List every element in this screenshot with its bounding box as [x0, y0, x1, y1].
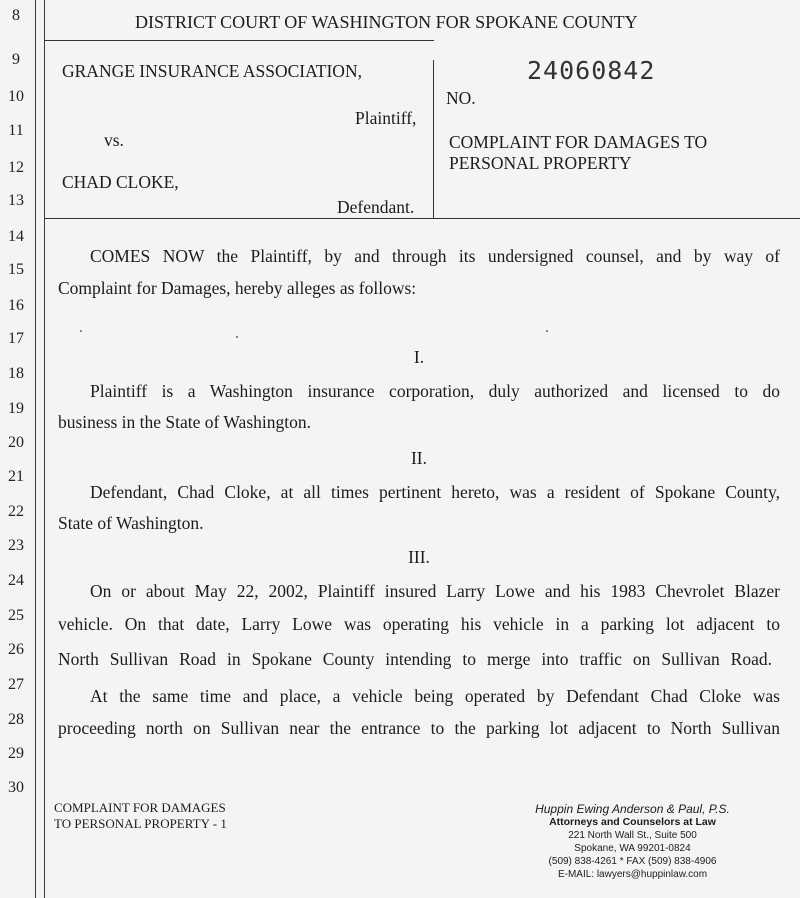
line-number: 30 — [8, 779, 24, 796]
line-number: 15 — [8, 261, 24, 278]
line-number: 20 — [8, 434, 24, 451]
intro-paragraph-line2: Complaint for Damages, hereby alleges as follows: — [58, 278, 417, 298]
line-number: 9 — [12, 51, 20, 68]
scan-speck — [546, 330, 548, 332]
line-number: 19 — [8, 400, 24, 417]
case-no-label: NO. — [446, 88, 476, 108]
defendant-name: CHAD CLOKE, — [62, 172, 179, 192]
footer-left-line1: COMPLAINT FOR DAMAGES — [54, 800, 226, 815]
line-number: 24 — [8, 572, 24, 589]
firm-phone: (509) 838-4261 * FAX (509) 838-4906 — [548, 856, 717, 867]
line-number: 11 — [8, 122, 24, 139]
section-heading-3: III. — [408, 547, 430, 567]
court-title: DISTRICT COURT OF WASHINGTON FOR SPOKANE COUNTY — [135, 12, 638, 32]
line-number: 12 — [8, 159, 24, 176]
scan-speck — [80, 330, 82, 332]
footer-left-line2: TO PERSONAL PROPERTY - 1 — [54, 816, 227, 831]
line-number: 13 — [8, 192, 24, 209]
line-number: 26 — [8, 641, 24, 658]
section-3-line3: North Sullivan Road in Spokane County intending to merge into traffic on Sullivan Road. — [58, 649, 772, 669]
left-margin-rule — [35, 0, 36, 898]
line-number: 14 — [8, 228, 24, 245]
left-margin-rule-inner — [44, 0, 45, 898]
intro-paragraph-line1: COMES NOW the Plaintiff, by and through its undersigned counsel, and by way of — [90, 246, 780, 266]
firm-tagline: Attorneys and Counselors at Law — [549, 816, 716, 828]
line-number: 16 — [8, 297, 24, 314]
plaintiff-role: Plaintiff, — [355, 108, 417, 128]
section-1-line2: business in the State of Washington. — [58, 412, 311, 432]
line-number: 8 — [12, 7, 20, 24]
firm-name: Huppin Ewing Anderson & Paul, P.S. — [535, 802, 730, 816]
document-title-line2: PERSONAL PROPERTY — [449, 153, 632, 173]
section-2-line1: Defendant, Chad Cloke, at all times pertinent hereto, was a resident of Spokane County, — [90, 482, 780, 502]
line-number: 28 — [8, 711, 24, 728]
versus-label: vs. — [104, 130, 124, 150]
line-number: 18 — [8, 365, 24, 382]
document-title-line1: COMPLAINT FOR DAMAGES TO — [449, 132, 708, 152]
line-number: 27 — [8, 676, 24, 693]
section-3-line5: proceeding north on Sullivan near the entrance to the parking lot adjacent to North Sullivan — [58, 718, 780, 738]
law-firm-block — [515, 802, 750, 881]
section-3-line4: At the same time and place, a vehicle being operated by Defendant Chad Cloke was — [90, 686, 780, 706]
line-number: 22 — [8, 503, 24, 520]
caption-divider — [433, 60, 434, 218]
section-heading-2: II. — [410, 448, 428, 468]
firm-address-line1: 221 North Wall St., Suite 500 — [568, 830, 697, 841]
caption-bottom-rule — [44, 218, 800, 219]
firm-email: E-MAIL: lawyers@huppinlaw.com — [557, 869, 708, 880]
section-3-line1: On or about May 22, 2002, Plaintiff insured Larry Lowe and his 1983 Chevrolet Blazer — [90, 581, 780, 601]
line-number: 10 — [8, 88, 24, 105]
scan-speck — [236, 336, 238, 338]
line-number: 29 — [8, 745, 24, 762]
section-2-line2: State of Washington. — [58, 513, 204, 533]
footer-document-label — [54, 800, 227, 832]
section-heading-1: I. — [413, 347, 425, 367]
firm-address-line2: Spokane, WA 99201-0824 — [574, 843, 691, 854]
defendant-role: Defendant. — [337, 197, 415, 217]
line-number: 25 — [8, 607, 24, 624]
line-number: 23 — [8, 537, 24, 554]
line-number: 17 — [8, 330, 24, 347]
section-3-line2: vehicle. On that date, Larry Lowe was operating his vehicle in a parking lot adjacent to — [58, 614, 780, 634]
plaintiff-name: GRANGE INSURANCE ASSOCIATION, — [62, 61, 362, 81]
section-1-line1: Plaintiff is a Washington insurance corporation, duly authorized and licensed to do — [90, 381, 780, 401]
case-number-stamp: 24060842 — [527, 56, 656, 85]
caption-top-rule — [44, 40, 434, 41]
line-number: 21 — [8, 468, 24, 485]
